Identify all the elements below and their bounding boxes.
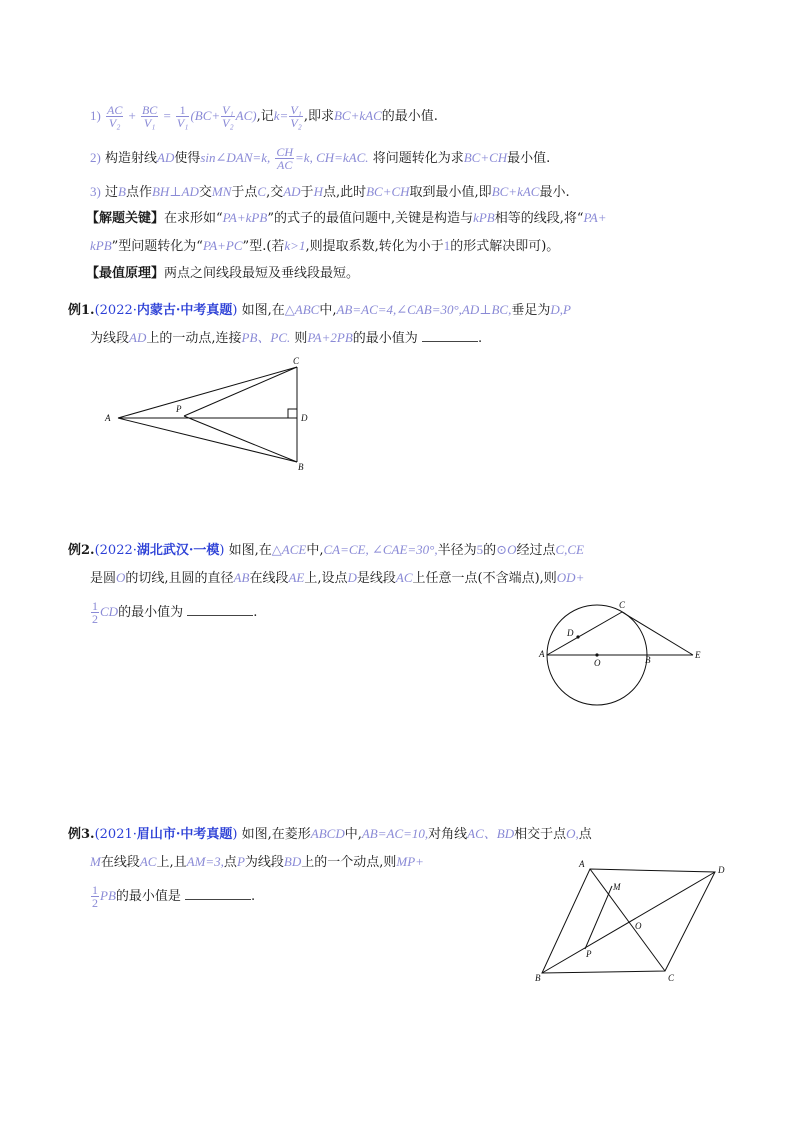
example-3-label: 例3. <box>68 827 95 842</box>
fig3-label-m: M <box>613 882 621 892</box>
example-3-line-3: $\frac{1}{2}$ PB的最小值是 . <box>92 883 256 910</box>
key-label: 【解题关键】 <box>86 211 165 226</box>
fig1-label-c: C <box>293 356 300 366</box>
example-1-line-2: 为线段AD上的一动点,连接PB、PC. 则PA+2PB的最小值为 . <box>90 330 483 346</box>
step-1-number: 1) <box>90 108 101 123</box>
example-2-source: 湖北武汉·一模 <box>136 543 220 558</box>
answer-blank[interactable] <box>187 603 253 616</box>
fig3-label-d: D <box>718 865 725 875</box>
example-2-label: 例2. <box>68 543 95 558</box>
fraction: $\frac{\text{V₁}}{\text{V₂}}$ <box>290 103 302 130</box>
example-2-line-1: 例2.(2022·湖北武汉·一模) 如图,在△ACE中,CA=CE, ∠CAE=30°,半径为5的⊙O经过点C,CE <box>68 542 585 558</box>
fig3-label-c: C <box>668 973 675 983</box>
example-1-source: 内蒙古·中考真题 <box>136 303 233 318</box>
fig2-label-e: E <box>695 650 701 660</box>
key-paragraph-line-1: 【解题关键】在求形如“PA+kPB”的式子的最值问题中,关键是构造与kPB相等的线段,将“PA+ <box>86 210 607 226</box>
fig2-label-c: C <box>619 600 626 610</box>
fig3-label-o: O <box>635 921 642 931</box>
example-3-source: 眉山市·中考真题 <box>136 827 233 842</box>
fraction: $\frac{1}{2}$ <box>92 883 98 910</box>
fraction: $\frac{1}{2}$ <box>92 599 98 626</box>
fig3-label-b: B <box>535 973 541 983</box>
fig2-label-a: A <box>539 649 545 659</box>
example-1-label: 例1. <box>68 303 95 318</box>
example-3-line-1: 例3.(2021·眉山市·中考真题) 如图,在菱形ABCD中,AB=AC=10,对角线AC、BD相交于点O,点 <box>68 826 592 842</box>
example-2-line-3: $\frac{1}{2}$ CD的最小值为 . <box>92 599 258 626</box>
fraction: $\frac{\text{V₁}}{\text{V₂}}$ <box>222 103 234 130</box>
fig1-label-b: B <box>298 462 304 472</box>
figure-3 <box>530 855 730 990</box>
example-3-line-2: M在线段AC上,且AM=3,点P为线段BD上的一个动点,则MP+ <box>90 854 424 870</box>
figure-2 <box>535 597 715 712</box>
step-3: 3) 过B点作BH⊥AD交MN于点C,交AD于H点,此时BC+CH取到最小值,即BC+kAC最小. <box>90 184 570 200</box>
fig2-label-b: B <box>645 655 651 665</box>
fig2-label-d: D <box>567 628 574 638</box>
example-2-line-2: 是圆O的切线,且圆的直径AB在线段AE上,设点D是线段AC上任意一点(不含端点),则OD+ <box>90 570 585 586</box>
fig1-label-a: A <box>105 413 111 423</box>
fig1-label-p: P <box>176 404 182 414</box>
figure-1 <box>100 354 320 474</box>
answer-blank[interactable] <box>422 329 478 342</box>
fig3-label-a: A <box>579 859 585 869</box>
fraction: $\frac{AC}{\text{V₂}}$ <box>106 103 123 130</box>
example-1-line-1: 例1.(2022·内蒙古·中考真题) 如图,在△ABC中,AB=AC=4,∠CAB=30°,AD⊥BC,垂足为D,P <box>68 302 571 318</box>
fig3-label-p: P <box>586 949 592 959</box>
step-1: 1) $\frac{AC}{\text{V₂}}$ + $\frac{BC}{\text{V₁}}$ = $\frac{1}{\text{V₁}}$ (BC+ $\frac{\text{V₁}}{\text{V₂}}$ AC),记k= $\frac{\text{V₁}}{\text{V₂}}$ ,即求BC+kAC的最小值. <box>90 103 438 130</box>
step-2: 2) 构造射线AD使得sin∠DAN=k, $\frac{CH}{AC}$ =k, CH=kAC. 将问题转化为求BC+CH最小值. <box>90 145 551 172</box>
answer-blank[interactable] <box>185 887 251 900</box>
fraction: $\frac{1}{\text{V₁}}$ <box>176 103 189 130</box>
principle-paragraph: 【最值原理】两点之间线段最短及垂线段最短。 <box>86 266 360 281</box>
principle-label: 【最值原理】 <box>86 266 165 281</box>
fig2-label-o: O <box>594 658 601 668</box>
fig1-label-d: D <box>301 413 308 423</box>
key-paragraph-line-2: kPB”型问题转化为“PA+PC”型.(若k>1,则提取系数,转化为小于1的形式解决即可)。 <box>90 238 560 254</box>
fraction: $\frac{CH}{AC}$ <box>276 145 294 172</box>
fraction: $\frac{BC}{\text{V₁}}$ <box>141 103 158 130</box>
